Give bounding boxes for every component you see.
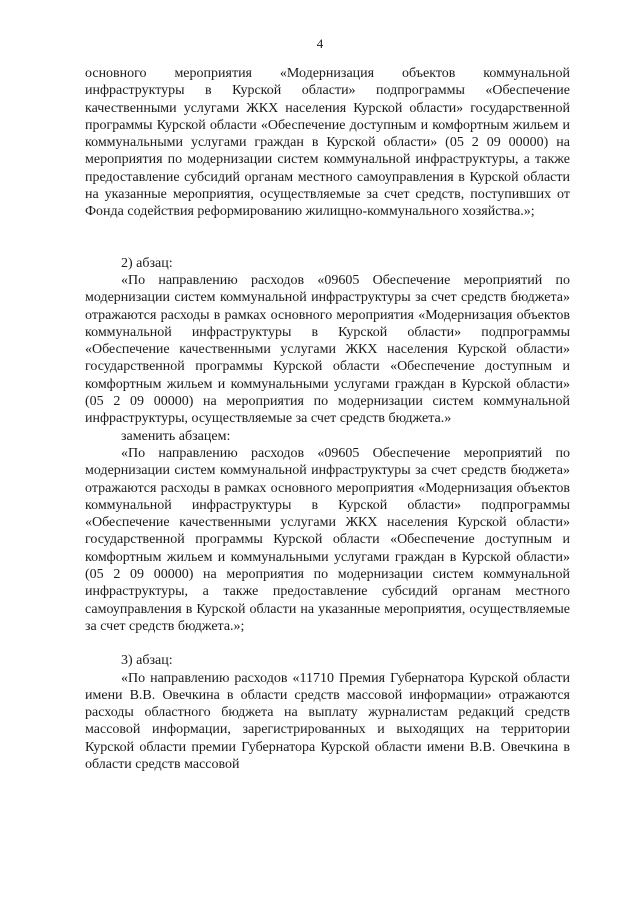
paragraph-new-text: «По направлению расходов «09605 Обеспечение мероприятий по модернизации систем коммунальной инфраструктуры за счет средств бюджета» отражаются расходы в рамках основного мероприятия «Модернизация объектов коммунальной инфраструктуры в Курской области» подпрограммы «Обеспечение качественными услугами ЖКХ населения Курской области» государственной программы Курской области «Обеспечение доступным и комфортным жильем и коммунальными услугами граждан в Курской области» (05 2 09 00000) на мероприятия по модернизации систем коммунальной инфраструктуры, а также предоставление субсидий органам местного самоуправления в Курской области на указанные мероприятия, осуществляемые за счет средств бюджета.»; — [85, 445, 570, 634]
document-body — [85, 65, 570, 773]
paragraph-continuation: основного мероприятия «Модернизация объектов коммунальной инфраструктуры в Курской области» подпрограммы «Обеспечение качественными услугами ЖКХ населения Курской области» государственной программы Курской области «Обеспечение доступным и комфортным жильем и коммунальными услугами граждан в Курской области» (05 2 09 00000) на мероприятия по модернизации систем коммунальной инфраструктуры, а также предоставление субсидий органам местного самоуправления в Курской области на указанные мероприятия, осуществляемые за счет средств, поступивших от Фонда содействия реформированию жилищно-коммунального хозяйства.»; — [85, 66, 570, 220]
spacer — [85, 238, 570, 255]
spacer — [85, 221, 570, 238]
page-number: 4 — [316, 36, 324, 51]
item-heading-3: 3) абзац: — [121, 653, 173, 669]
spacer — [85, 635, 570, 652]
item-heading-2: 2) абзац: — [121, 255, 173, 271]
paragraph-old-text: «По направлению расходов «09605 Обеспечение мероприятий по модернизации систем коммунальной инфраструктуры за счет средств бюджета» отражаются расходы в рамках основного мероприятия «Модернизация объектов коммунальной инфраструктуры в Курской области» подпрограммы «Обеспечение качественными услугами ЖКХ населения Курской области» государственной программы Курской области «Обеспечение доступным и комфортным жильем и коммунальными услугами граждан в Курской области» (05 2 09 00000) на мероприятия по модернизации систем коммунальной инфраструктуры, осуществляемые за счет средств бюджета.» — [85, 272, 570, 427]
paragraph-premium-text: «По направлению расходов «11710 Премия Губернатора Курской области имени В.В. Овечкина в области средств массовой информации» отражаются расходы областного бюджета на выплату журналистам редакций средств массовой информации, зарегистрированных и выходящих на территории Курской области премии Губернатора Курской области имени В.В. Овечкина в области средств массовой — [85, 670, 570, 772]
replace-with-label: заменить абзацем: — [121, 428, 231, 444]
